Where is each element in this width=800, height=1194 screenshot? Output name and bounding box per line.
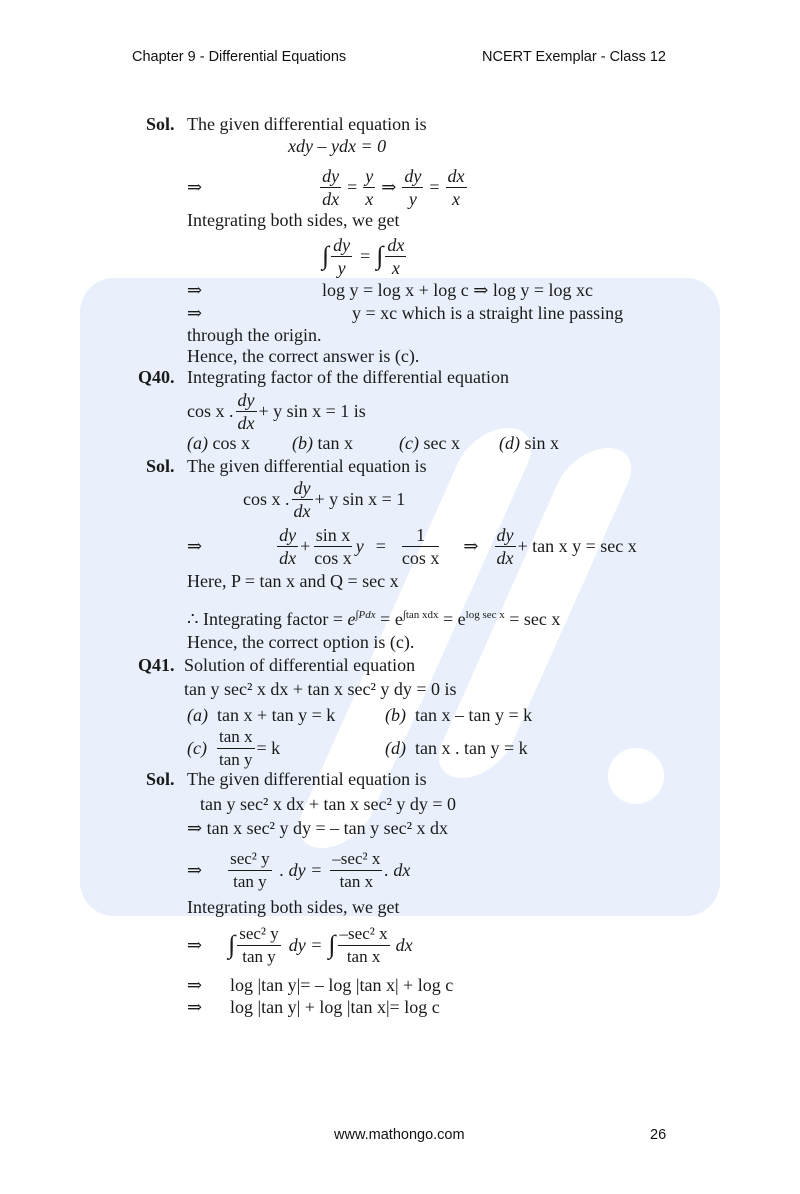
implies-arrow: ⇒ — [187, 177, 203, 197]
equation-row: ⇒ $\frac{\text{sec² y}}{\text{tan y}}$ . dy = $\frac{\text{–sec² x}}{\text{tan x}}$ . dx — [187, 848, 411, 891]
equation: tan y sec² x dx + tan x sec² y dy = 0 — [200, 794, 457, 814]
integrating-factor-row: ∴ Integrating factor = $e^{\int Pdx} = e^{\int tan xdx} = e^{log sec x} = \sec x$ — [187, 609, 561, 629]
equation: log |tan y| + log |tan x|= log c — [230, 997, 440, 1017]
implies-arrow: ⇒ — [187, 935, 203, 955]
question-text: Integrating factor of the differential equation — [187, 367, 510, 387]
equation-row: ⇒ $\frac{dy}{dx}$ + $\frac{\text{sin x}}{\text{cos x}}$ y = $\frac{1}{\text{cos x}}$ ⇒ $\frac{dy}{dx}$ + tan x y = sec x — [187, 524, 637, 568]
fraction: $\frac{dy}{dx}$ — [496, 524, 514, 568]
integral-sign: ∫ — [228, 930, 236, 959]
option-a[interactable]: (a) cos x — [187, 433, 250, 453]
implies-arrow: ⇒ — [187, 536, 203, 556]
option-c[interactable]: (c) sec x — [399, 433, 460, 453]
fraction: $\frac{1}{\text{cos x}}$ — [401, 524, 440, 568]
integral-row: ∫ $\frac{dy}{y}$ = ∫ $\frac{dx}{x}$ — [322, 234, 405, 278]
integrating-text: Integrating both sides, we get — [187, 210, 400, 230]
fraction: $\frac{dy}{dx}$ — [279, 524, 297, 568]
page-number: 26 — [650, 1127, 667, 1143]
implies-arrow: ⇒ — [187, 860, 203, 880]
equation: log y = log x + log c ⇒ log y = log xc — [322, 280, 594, 300]
implies-arrow: ⇒ — [187, 303, 203, 323]
conclusion: Hence, the correct answer is (c). — [187, 346, 420, 366]
option-a[interactable]: (a) tan x + tan y = k — [187, 705, 336, 725]
header-chapter-title: Chapter 9 - Differential Equations — [132, 49, 347, 65]
sol-intro: The given differential equation is — [187, 769, 427, 789]
question-equation: cos x . $\frac{dy}{dx}$ + y sin x = 1 is — [187, 389, 366, 433]
text: Here, P = tan x and Q = sec x — [187, 571, 399, 591]
option-b[interactable]: (b) tan x – tan y = k — [385, 705, 533, 725]
sol-intro: The given differential equation is — [187, 456, 427, 476]
equation-row: cos x . $\frac{dy}{dx}$ + y sin x = 1 — [243, 477, 406, 521]
option-c[interactable]: (c) $\frac{\text{tan x}}{\text{tan y}}$ = k — [187, 726, 281, 769]
question-label: Q40. — [138, 367, 175, 387]
fraction: $\frac{dy}{dx}$ — [322, 165, 340, 209]
question-label: Q41. — [138, 655, 175, 675]
fraction: $\frac{dy}{dx}$ — [237, 389, 255, 433]
option-b[interactable]: (b) tan x — [292, 433, 353, 453]
sol-label: Sol. — [146, 114, 175, 134]
fraction: $\frac{dy}{y}$ — [333, 234, 351, 278]
integral-sign: ∫ — [328, 930, 336, 959]
fraction: $\frac{\text{sin x}}{\text{cos x}}$ — [314, 524, 352, 568]
equation: log |tan y|= – log |tan x| + log c — [230, 975, 454, 995]
equation: ⇒ tan x sec² y dy = – tan y sec² x dx — [187, 818, 448, 838]
conclusion: Hence, the correct option is (c). — [187, 632, 415, 652]
equation: xdy – ydx = 0 — [288, 136, 387, 156]
integrating-text: Integrating both sides, we get — [187, 897, 400, 917]
question-equation: tan y sec² x dx + tan x sec² y dy = 0 is — [184, 679, 457, 699]
integral-sign: ∫ — [322, 241, 330, 270]
integral-sign: ∫ — [376, 241, 384, 270]
integral-row: ⇒ ∫ $\frac{\text{sec² y}}{\text{tan y}}$ dy = ∫ $\frac{\text{–sec² x}}{\text{tan x}}$ dx — [187, 923, 413, 966]
fraction: $\frac{dy}{dx}$ — [293, 477, 311, 521]
fraction: $\frac{\text{tan x}}{\text{tan y}}$ — [218, 726, 253, 769]
fraction: $\frac{\text{sec² y}}{\text{tan y}}$ — [239, 923, 279, 966]
fraction: $\frac{dx}{x}$ — [387, 234, 405, 278]
sol-label: Sol. — [146, 456, 175, 476]
implies-arrow: ⇒ — [187, 975, 203, 995]
equation: y = xc which is a straight line passing — [352, 303, 624, 323]
option-d[interactable]: (d) sin x — [499, 433, 560, 453]
fraction: $\frac{y}{x}$ — [365, 165, 374, 209]
fraction: $\frac{\text{sec² y}}{\text{tan y}}$ — [230, 848, 270, 891]
sol-label: Sol. — [146, 769, 175, 789]
implies-arrow: ⇒ — [187, 997, 203, 1017]
sol-intro: The given differential equation is — [187, 114, 427, 134]
fraction: $\frac{\text{–sec² x}}{\text{tan x}}$ — [332, 848, 381, 891]
option-d[interactable]: (d) tan x . tan y = k — [385, 738, 528, 758]
question-text: Solution of differential equation — [184, 655, 416, 675]
text: through the origin. — [187, 325, 322, 345]
fraction: $\frac{dy}{y}$ — [404, 165, 422, 209]
header-book-title: NCERT Exemplar - Class 12 — [482, 49, 666, 65]
fraction: $\frac{\text{–sec² x}}{\text{tan x}}$ — [339, 923, 388, 966]
implies-arrow: ⇒ — [187, 280, 203, 300]
fraction: $\frac{dx}{x}$ — [447, 165, 465, 209]
equation-row: ⇒ $\frac{dy}{dx}$ = $\frac{y}{x}$ ⇒ $\frac{dy}{y}$ = $\frac{dx}{x}$ — [187, 165, 465, 209]
footer-website-link[interactable]: www.mathongo.com — [334, 1127, 465, 1143]
